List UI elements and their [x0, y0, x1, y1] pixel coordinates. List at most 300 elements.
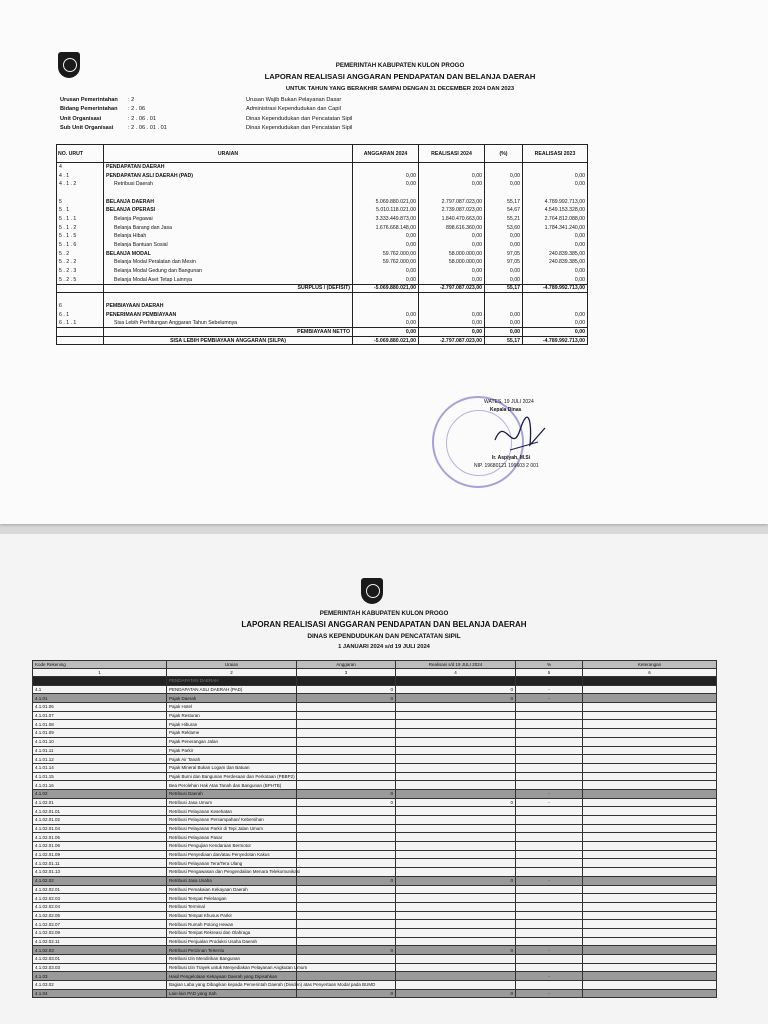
cell-p	[516, 850, 583, 859]
cell-u: Pajak Mineral Bukan Logam dan Batuan	[167, 763, 297, 772]
cell-r23: 0,00	[523, 232, 588, 241]
cell-r23	[523, 293, 588, 302]
cell-k	[33, 677, 167, 686]
cell-r: 0	[396, 876, 516, 885]
cell-u: Belanja Modal Gedung dan Bangunan	[104, 267, 353, 276]
sign-role: Kepala Dinas	[490, 407, 522, 413]
cell-keterangan	[583, 824, 717, 833]
table-row	[33, 902, 717, 911]
cell-k: 4.1.02.03.01	[33, 955, 167, 964]
report-page-2	[0, 534, 768, 1024]
table-row	[57, 171, 588, 180]
cell-r	[396, 902, 516, 911]
cell-no: 5 . 1 . 2	[57, 223, 104, 232]
cell-p: -	[516, 989, 583, 998]
cell-p	[485, 293, 523, 302]
cell-p	[516, 677, 583, 686]
cell-u: Retribusi Pelayanan Persampahan/ Kebersihan	[167, 816, 297, 825]
table-row	[33, 859, 717, 868]
table-row	[33, 894, 717, 903]
cell-u: Retribusi Pengujian Kendaraan Bermotor	[167, 842, 297, 851]
table-row	[33, 972, 717, 981]
cell-p	[516, 781, 583, 790]
cell-r23: 0,00	[523, 171, 588, 180]
cell-p	[516, 824, 583, 833]
cell-a: 0	[297, 798, 396, 807]
cell-u: Retribusi Jasa Usaha	[167, 876, 297, 885]
cell-r	[419, 293, 485, 302]
cell-u: PEMBIAYAAN NETTO	[104, 328, 353, 337]
table-row	[33, 703, 717, 712]
cell-u: Pajak Bumi dan Bangunan Perdesaan dan Perkotaan (PBBP2)	[167, 772, 297, 781]
report-period: 1 JANUARI 2024 s/d 19 JULI 2024	[338, 644, 430, 650]
cell-p	[516, 955, 583, 964]
cell-u: Pajak Daerah	[167, 694, 297, 703]
cell-u	[104, 189, 353, 198]
cell-keterangan	[583, 711, 717, 720]
cell-k: 4.1.02.03	[33, 946, 167, 955]
cell-p	[516, 842, 583, 851]
cell-a	[297, 807, 396, 816]
cell-keterangan	[583, 816, 717, 825]
cell-k: 4.1.01.16	[33, 781, 167, 790]
cell-keterangan	[583, 798, 717, 807]
cell-k: 4.1.02.02	[33, 876, 167, 885]
table-row	[57, 284, 588, 293]
table-row	[33, 981, 717, 990]
gov-name: PEMERINTAH KABUPATEN KULON PROGO	[335, 62, 465, 69]
cell-a: 0	[297, 789, 396, 798]
cell-a	[297, 772, 396, 781]
cell-r: 0,00	[419, 267, 485, 276]
cell-p	[516, 885, 583, 894]
cell-keterangan	[583, 989, 717, 998]
table-row	[33, 989, 717, 998]
cell-a	[353, 302, 419, 311]
table-row	[57, 197, 588, 206]
cell-u: PENDAPATAN DAERAH	[104, 163, 353, 172]
cell-p	[485, 302, 523, 311]
cell-a	[297, 729, 396, 738]
cell-keterangan	[583, 833, 717, 842]
cell-keterangan	[583, 937, 717, 946]
cell-a: 0,00	[353, 241, 419, 250]
cell-k: 4.1.03	[33, 972, 167, 981]
cell-p	[516, 902, 583, 911]
table-row	[33, 781, 717, 790]
cell-u: Retribusi Pelayanan Kesehatan	[167, 807, 297, 816]
cell-u: Retribusi Pengawasan dan Pengendalian Menara Telekomunikasi	[167, 868, 297, 877]
org-info-c: : 2 . 06 . 01 . 01	[128, 125, 167, 132]
report-title: LAPORAN REALISASI ANGGARAN PENDAPATAN DAN BELANJA DAERAH	[264, 72, 536, 81]
cell-p	[516, 737, 583, 746]
cell-r: 0	[396, 989, 516, 998]
cell-u: Retribusi Daerah	[104, 180, 353, 189]
org-info-k: Bidang Pemerintahan	[60, 106, 118, 113]
cell-k: 4.1.02.02.09	[33, 928, 167, 937]
cell-r23: 240.839.385,00	[523, 258, 588, 267]
cell-a	[297, 746, 396, 755]
table-row	[33, 772, 717, 781]
cell-keterangan	[583, 746, 717, 755]
cell-r	[396, 911, 516, 920]
cell-a: 0	[297, 876, 396, 885]
cell-r	[396, 781, 516, 790]
col-header-percent-2: %	[516, 661, 583, 669]
cell-r: 2.739.087.023,00	[419, 206, 485, 215]
cell-k: 4.1.01.09	[33, 729, 167, 738]
cell-k: 4.1.01.07	[33, 711, 167, 720]
cell-no	[57, 293, 104, 302]
cell-a	[297, 842, 396, 851]
cell-r23: -4.789.992.713,00	[523, 284, 588, 293]
cell-p: 55,17	[485, 336, 523, 345]
cell-p	[516, 859, 583, 868]
table-row	[33, 911, 717, 920]
col-number-2: 2	[167, 669, 297, 677]
cell-a	[297, 763, 396, 772]
cell-k: 4.1	[33, 685, 167, 694]
cell-u: Pajak Hiburan	[167, 720, 297, 729]
cell-p: 0,00	[485, 328, 523, 337]
cell-r	[396, 850, 516, 859]
cell-k: 4.1.02	[33, 789, 167, 798]
cell-u: Pajak Penerangan Jalan	[167, 737, 297, 746]
cell-p	[516, 703, 583, 712]
cell-k: 4.1.04	[33, 989, 167, 998]
cell-a	[297, 911, 396, 920]
table-row	[57, 180, 588, 189]
org-info-c: : 2 . 06	[128, 106, 146, 113]
cell-r	[396, 746, 516, 755]
cell-u: Retribusi Izin Mendirikan Bangunan	[167, 955, 297, 964]
cell-r: -2.797.087.023,00	[419, 284, 485, 293]
cell-r	[396, 729, 516, 738]
cell-p: 0,00	[485, 310, 523, 319]
cell-r23: 0,00	[523, 310, 588, 319]
cell-r	[396, 816, 516, 825]
sign-nip: NIP. 19680121 199603 2 001	[474, 463, 539, 469]
cell-a	[297, 963, 396, 972]
org-info-k: Urusan Pemerintahan	[60, 97, 118, 103]
cell-r: 0,00	[419, 310, 485, 319]
cell-a: 59.762.000,00	[353, 249, 419, 258]
cell-keterangan	[583, 781, 717, 790]
cell-keterangan	[583, 685, 717, 694]
org-info-c: : 2 . 06 . 01	[128, 115, 156, 122]
cell-u: Retribusi Terminal	[167, 902, 297, 911]
cell-p	[516, 911, 583, 920]
table-row	[33, 720, 717, 729]
cell-r: 1.840.470.663,00	[419, 215, 485, 224]
cell-u: PENERIMAAN PEMBIAYAAN	[104, 310, 353, 319]
cell-r: 0,00	[419, 171, 485, 180]
cell-u: Belanja Hibah	[104, 232, 353, 241]
table-row	[57, 232, 588, 241]
cell-a	[353, 163, 419, 172]
cell-p: 55,21	[485, 215, 523, 224]
cell-u: Retribusi Perizinan Tertentu	[167, 946, 297, 955]
cell-u: SISA LEBIH PEMBIAYAAN ANGGARAN (SILPA)	[104, 336, 353, 345]
cell-keterangan	[583, 737, 717, 746]
cell-p: -	[516, 789, 583, 798]
table-row	[33, 816, 717, 825]
col-header-realisasi: REALISASI 2024	[419, 145, 485, 163]
table-row	[33, 963, 717, 972]
cell-p: 0,00	[485, 275, 523, 284]
cell-no: 5	[57, 197, 104, 206]
cell-r23	[523, 163, 588, 172]
cell-p: 0,00	[485, 319, 523, 328]
cell-r: 0,00	[419, 275, 485, 284]
cell-r23: -4.789.992.713,00	[523, 336, 588, 345]
cell-u: Pajak Hotel	[167, 703, 297, 712]
cell-k: 4.1.02.02.05	[33, 911, 167, 920]
table-row	[57, 319, 588, 328]
table-row	[33, 746, 717, 755]
col-number-1: 1	[33, 669, 167, 677]
table-row	[57, 310, 588, 319]
cell-u: Pajak Parkir	[167, 746, 297, 755]
table-row	[33, 824, 717, 833]
cell-no: 4	[57, 163, 104, 172]
cell-p	[516, 868, 583, 877]
cell-u: Lain-lain PAD yang Sah	[167, 989, 297, 998]
org-info-row	[60, 124, 546, 133]
cell-a: 0,00	[353, 319, 419, 328]
cell-k: 4.1.02.01	[33, 798, 167, 807]
cell-p: -	[516, 798, 583, 807]
cell-a	[297, 937, 396, 946]
cell-a	[297, 859, 396, 868]
col-header-realisasi-2023: REALISASI 2023	[523, 145, 588, 163]
cell-k: 4.1.01.15	[33, 772, 167, 781]
cell-k: 4.1.02.01.02	[33, 816, 167, 825]
cell-p	[516, 816, 583, 825]
table-row	[33, 807, 717, 816]
cell-a	[353, 189, 419, 198]
cell-a: -5.069.880.021,00	[353, 284, 419, 293]
cell-keterangan	[583, 885, 717, 894]
cell-r	[419, 189, 485, 198]
cell-keterangan	[583, 755, 717, 764]
cell-keterangan	[583, 772, 717, 781]
cell-u: Belanja Bantuan Sosial	[104, 241, 353, 250]
table-row	[33, 789, 717, 798]
cell-r23: 4.549.153.328,00	[523, 206, 588, 215]
cell-r23: 0,00	[523, 328, 588, 337]
table-row	[33, 694, 717, 703]
cell-keterangan	[583, 850, 717, 859]
cell-r	[396, 894, 516, 903]
cell-u	[104, 293, 353, 302]
cell-p: 0,00	[485, 241, 523, 250]
cell-p	[516, 981, 583, 990]
cell-p: 0,00	[485, 267, 523, 276]
cell-r: 0,00	[419, 241, 485, 250]
cell-no: 5 . 1	[57, 206, 104, 215]
cell-no	[57, 328, 104, 337]
cell-k: 4.1.01.06	[33, 703, 167, 712]
org-info-k: Unit Organisasi	[60, 115, 102, 122]
cell-r	[396, 763, 516, 772]
table-row	[33, 876, 717, 885]
sign-name: Ir. Aspiyah, M.Si	[492, 455, 531, 461]
cell-no: 5 . 2	[57, 249, 104, 258]
cell-u: Retribusi Daerah	[167, 789, 297, 798]
cell-r: 0	[396, 694, 516, 703]
signature-block	[470, 398, 590, 470]
cell-no: 5 . 2 . 5	[57, 275, 104, 284]
cell-r	[396, 963, 516, 972]
cell-p	[516, 807, 583, 816]
cell-p	[516, 894, 583, 903]
cell-r	[396, 772, 516, 781]
cell-keterangan	[583, 946, 717, 955]
cell-a: 5.069.880.021,00	[353, 197, 419, 206]
cell-u: PENDAPATAN ASLI DAERAH (PAD)	[104, 171, 353, 180]
cell-r23: 0,00	[523, 180, 588, 189]
cell-a	[297, 711, 396, 720]
cell-keterangan	[583, 981, 717, 990]
cell-p	[516, 729, 583, 738]
cell-no: 5 . 1 . 1	[57, 215, 104, 224]
cell-no	[57, 284, 104, 293]
cell-keterangan	[583, 694, 717, 703]
col-number-4: 4	[396, 669, 516, 677]
cell-u: PENDAPATAN DAERAH	[167, 677, 297, 686]
cell-r	[396, 868, 516, 877]
cell-keterangan	[583, 972, 717, 981]
cell-keterangan	[583, 911, 717, 920]
cell-r: 2.797.087.023,00	[419, 197, 485, 206]
col-header-anggaran-2: Anggaran	[297, 661, 396, 669]
cell-r	[396, 711, 516, 720]
cell-r23: 0,00	[523, 319, 588, 328]
cell-k: 4.1.01.10	[33, 737, 167, 746]
table-row	[57, 223, 588, 232]
cell-keterangan	[583, 720, 717, 729]
cell-a: 0,00	[353, 328, 419, 337]
cell-p	[516, 833, 583, 842]
cell-r	[396, 981, 516, 990]
cell-r	[396, 928, 516, 937]
cell-u: BELANJA OPERASI	[104, 206, 353, 215]
cell-a	[297, 833, 396, 842]
table-row	[33, 729, 717, 738]
cell-u: BELANJA DAERAH	[104, 197, 353, 206]
cell-k: 4.1.01	[33, 694, 167, 703]
cell-r	[396, 833, 516, 842]
cell-u: Bagian Laba yang Dibagikan kepada Pemerintah Daerah (Dividen) atas Penyertaan Modal pada BUMD	[167, 981, 297, 990]
cell-u: Retribusi Pelayanan Tera/Tera Ulang	[167, 859, 297, 868]
cell-no	[57, 189, 104, 198]
cell-no: 4 . 1 . 2	[57, 180, 104, 189]
cell-no: 6 . 1 . 1	[57, 319, 104, 328]
cell-k: 4.1.03.02	[33, 981, 167, 990]
cell-p: 97,05	[485, 258, 523, 267]
table-row	[57, 328, 588, 337]
org-info-row	[60, 115, 546, 124]
cell-keterangan	[583, 729, 717, 738]
cell-p: 97,05	[485, 249, 523, 258]
cell-u: PEMBIAYAAN DAERAH	[104, 302, 353, 311]
cell-a	[353, 293, 419, 302]
cell-r: 0	[396, 946, 516, 955]
table-row	[33, 928, 717, 937]
cell-no: 5 . 2 . 2	[57, 258, 104, 267]
org-info-k: Sub Unit Organisasi	[60, 125, 114, 132]
cell-a	[297, 920, 396, 929]
cell-r	[396, 807, 516, 816]
cell-k: 4.1.02.01.05	[33, 833, 167, 842]
col-number-3: 3	[297, 669, 396, 677]
cell-p	[516, 711, 583, 720]
col-number-6: 6	[583, 669, 717, 677]
cell-no: 5 . 1 . 6	[57, 241, 104, 250]
cell-p: 55,17	[485, 284, 523, 293]
org-info-v: Dinas Kependudukan dan Pencatatan Sipil	[246, 115, 353, 122]
cell-p: 0,00	[485, 171, 523, 180]
table-row	[57, 163, 588, 172]
cell-keterangan	[583, 807, 717, 816]
cell-p	[516, 772, 583, 781]
cell-a	[297, 868, 396, 877]
cell-k: 4.1.02.02.04	[33, 902, 167, 911]
cell-a	[297, 850, 396, 859]
cell-keterangan	[583, 876, 717, 885]
cell-a	[297, 885, 396, 894]
kulon-progo-emblem-icon	[361, 578, 383, 604]
cell-k: 4.1.02.01.01	[33, 807, 167, 816]
gov-name-2: PEMERINTAH KABUPATEN KULON PROGO	[319, 610, 449, 617]
cell-a: 0,00	[353, 310, 419, 319]
org-info-c: : 2	[128, 97, 135, 103]
cell-r	[396, 842, 516, 851]
cell-r23: 4.789.992.713,00	[523, 197, 588, 206]
report-subtitle: UNTUK TAHUN YANG BERAKHIR SAMPAI DENGAN 31 DECEMBER 2024 DAN 2023	[285, 86, 515, 92]
table-row	[33, 850, 717, 859]
cell-k: 4.1.02.03.03	[33, 963, 167, 972]
cell-p: 54,67	[485, 206, 523, 215]
cell-r	[396, 789, 516, 798]
cell-u: Bea Perolehan Hak Atas Tanah dan Bangunan (BPHTB)	[167, 781, 297, 790]
cell-u: Retribusi Tempat Khusus Parkir	[167, 911, 297, 920]
cell-k: 4.1.01.14	[33, 763, 167, 772]
cell-k: 4.1.02.01.06	[33, 842, 167, 851]
cell-r23: 1.784.341.240,00	[523, 223, 588, 232]
cell-r23: 2.764.812.088,00	[523, 215, 588, 224]
cell-u: Hasil Pengelolaan Kekayaan Daerah yang Dipisahkan	[167, 972, 297, 981]
cell-r: 0,00	[419, 180, 485, 189]
cell-a: 0,00	[353, 267, 419, 276]
table-row	[57, 293, 588, 302]
cell-u: Belanja Modal Aset Tetap Lainnya	[104, 275, 353, 284]
org-info	[60, 96, 546, 134]
cell-r: 58.000.000,00	[419, 249, 485, 258]
report-title-2: LAPORAN REALISASI ANGGARAN PENDAPATAN DAN BELANJA DAERAH	[241, 620, 527, 629]
cell-r	[396, 755, 516, 764]
col-header-uraian-2: Uraian	[167, 661, 297, 669]
cell-keterangan	[583, 963, 717, 972]
cell-u: Retribusi Izin Trayek untuk Menyediakan Pelayanan Angkutan Umum	[167, 963, 297, 972]
cell-keterangan	[583, 955, 717, 964]
cell-r	[396, 885, 516, 894]
cell-k: 4.1.02.02.11	[33, 937, 167, 946]
cell-p	[516, 763, 583, 772]
cell-k: 4.1.01.12	[33, 755, 167, 764]
cell-a: 0,00	[353, 180, 419, 189]
